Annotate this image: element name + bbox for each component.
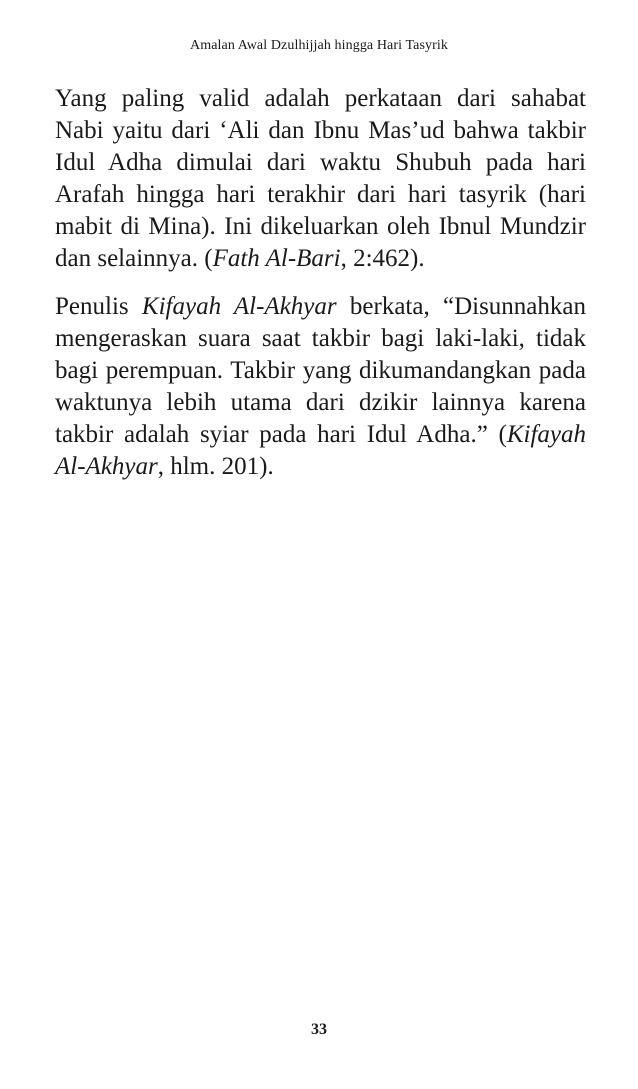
citation-book-title: Fath Al-Bari xyxy=(212,245,341,272)
paragraph-kifayah-quote xyxy=(55,291,586,483)
paragraph-takbir-timing xyxy=(55,83,586,275)
citation-book-title: Kifayah Al-Akhyar xyxy=(55,421,586,480)
paragraph-text: Yang paling valid adalah perkataan dari sahabat Nabi yaitu dari ‘Ali dan Ibnu Mas’ud bahwa takbir Idul Adha dimulai dari waktu Shubuh pada hari Arafah hingga hari terakhir dari hari tasyrik (hari mabit di Mina). Ini dikeluarkan oleh Ibnul Mundzir dan selainnya. ( xyxy=(55,85,586,272)
quote-text: berkata, “Disunnahkan mengeraskan suara saat takbir bagi laki-laki, tidak bagi perempuan. Takbir yang dikumandangkan pada waktunya lebih utama dari dzikir lainnya karena takbir adalah syiar pada hari Idul Adha.” ( xyxy=(55,293,586,448)
citation-reference: , 2:462). xyxy=(340,245,425,272)
running-header: Amalan Awal Dzulhijjah hingga Hari Tasyrik xyxy=(190,38,448,53)
paragraph-lead: Penulis xyxy=(55,293,142,320)
page-number: 33 xyxy=(311,1021,327,1038)
body-text xyxy=(55,83,586,499)
citation-reference: , hlm. 201). xyxy=(157,453,274,480)
book-title: Kifayah Al-Akhyar xyxy=(141,293,337,320)
